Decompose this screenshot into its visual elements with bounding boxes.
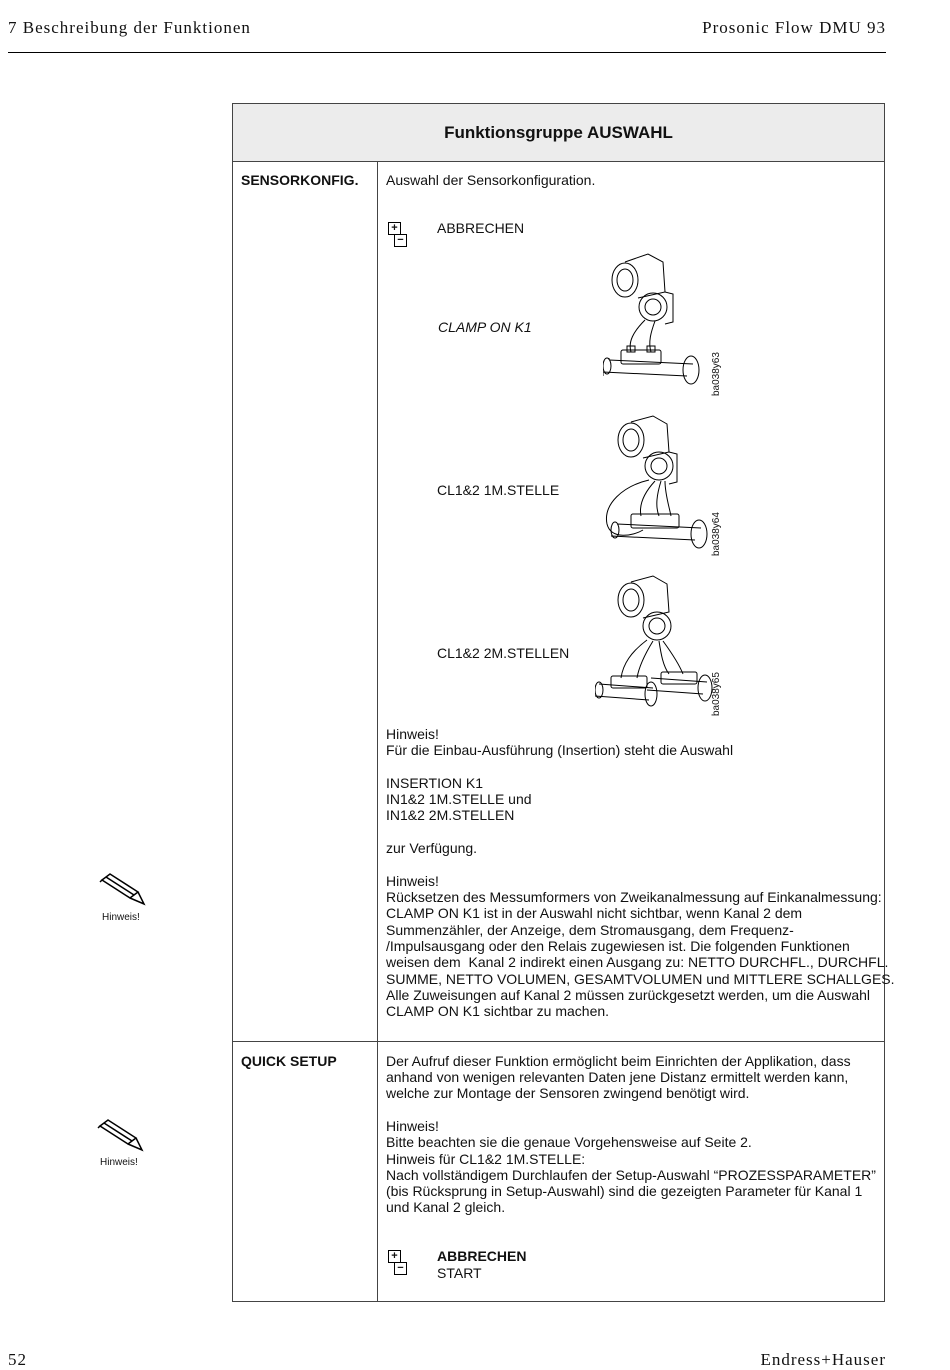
- note2-line7: SUMME, NETTO VOLUMEN, GESAMTVOLUMEN und MITTLERE SCHALLGES.: [386, 971, 895, 987]
- figure-code-3: ba038y65: [711, 672, 722, 716]
- quick-intro-line3: welche zur Montage der Sensoren zwingend benötigt wird.: [386, 1085, 750, 1101]
- page-number: 52: [8, 1350, 27, 1369]
- quick-option-start: START: [437, 1265, 482, 1281]
- quick-note-line5: (bis Rücksprung in Setup-Auswahl) sind die gezeigten Parameter für Kanal 1: [386, 1183, 863, 1199]
- figure-code-1: ba038y63: [711, 352, 722, 396]
- quick-option-abbrechen: ABBRECHEN: [437, 1248, 527, 1264]
- note1-line3: INSERTION K1: [386, 775, 483, 791]
- function-name-sensorkonfig: SENSORKONFIG.: [241, 172, 359, 188]
- quick-note-line6: und Kanal 2 gleich.: [386, 1199, 506, 1215]
- pencil-note-icon: [94, 1116, 146, 1156]
- header-product: Prosonic Flow DMU 93: [702, 18, 886, 37]
- note2-line1: Hinweis!: [386, 873, 439, 889]
- note2-line3: CLAMP ON K1 ist in der Auswahl nicht sichtbar, wenn Kanal 2 dem: [386, 905, 803, 921]
- column-divider: [377, 161, 378, 1301]
- quick-note-line2: Bitte beachten sie die genaue Vorgehensweise auf Seite 2.: [386, 1134, 752, 1150]
- note1-line1: Hinweis!: [386, 726, 439, 742]
- cl12-2m-stellen-figure: [595, 574, 715, 722]
- header-chapter: 7 Beschreibung der Funktionen: [8, 18, 251, 37]
- cl12-1m-stelle-figure: [603, 414, 715, 562]
- option-cl12-1m-stelle: CL1&2 1M.STELLE: [437, 482, 560, 498]
- figure-code-2: ba038y64: [711, 512, 722, 556]
- note1-line4: IN1&2 1M.STELLE und: [386, 791, 532, 807]
- table-title: Funktionsgruppe AUSWAHL: [233, 104, 884, 162]
- note2-line6: weisen dem Kanal 2 indirekt einen Ausgang zu: NETTO DURCHFL., DURCHFL.: [386, 954, 889, 970]
- option-clamp-on-k1: CLAMP ON K1: [438, 319, 532, 335]
- quick-intro-line2: anhand von wenigen relevanten Daten jene Distanz ermittelt werden kann,: [386, 1069, 849, 1085]
- note2-line8: Alle Zuweisungen auf Kanal 2 müssen zurückgesetzt werden, um die Auswahl: [386, 987, 871, 1003]
- note2-line4: Summenzähler, der Anzeige, dem Stromausgang, dem Frequenz-: [386, 922, 794, 938]
- quick-note-line1: Hinweis!: [386, 1118, 439, 1134]
- side-note-label-2: Hinweis!: [100, 1157, 138, 1168]
- plus-minus-key-icon: + −: [388, 1250, 408, 1280]
- footer-brand: Endress+Hauser: [760, 1350, 886, 1369]
- side-note-label-1: Hinweis!: [102, 912, 140, 923]
- function-table: [232, 103, 895, 1302]
- note2-line9: CLAMP ON K1 sichtbar zu machen.: [386, 1003, 610, 1019]
- note1-line5: IN1&2 2M.STELLEN: [386, 807, 515, 823]
- plus-minus-key-icon: + −: [388, 222, 408, 252]
- note1-line6: zur Verfügung.: [386, 840, 478, 856]
- function-name-quick-setup: QUICK SETUP: [241, 1053, 337, 1069]
- row-divider: [233, 1041, 884, 1042]
- quick-note-line3: Hinweis für CL1&2 1M.STELLE:: [386, 1151, 586, 1167]
- note1-line2: Für die Einbau-Ausführung (Insertion) steht die Auswahl: [386, 742, 734, 758]
- clamp-on-k1-figure: [603, 252, 715, 400]
- header-rule: [8, 52, 886, 53]
- option-cl12-2m-stellen: CL1&2 2M.STELLEN: [437, 645, 570, 661]
- option-abbrechen: ABBRECHEN: [437, 220, 525, 236]
- sensorkonfig-intro: Auswahl der Sensorkonfiguration.: [386, 172, 596, 188]
- quick-note-line4: Nach vollständigem Durchlaufen der Setup-Auswahl “PROZESSPARAMETER”: [386, 1167, 876, 1183]
- note2-line5: /Impulsausgang oder den Relais zugewiesen ist. Die folgenden Funktionen: [386, 938, 850, 954]
- note2-line2: Rücksetzen des Messumformers von Zweikanalmessung auf Einkanalmessung:: [386, 889, 882, 905]
- pencil-note-icon: [96, 870, 148, 910]
- quick-intro-line1: Der Aufruf dieser Funktion ermöglicht beim Einrichten der Applikation, dass: [386, 1053, 851, 1069]
